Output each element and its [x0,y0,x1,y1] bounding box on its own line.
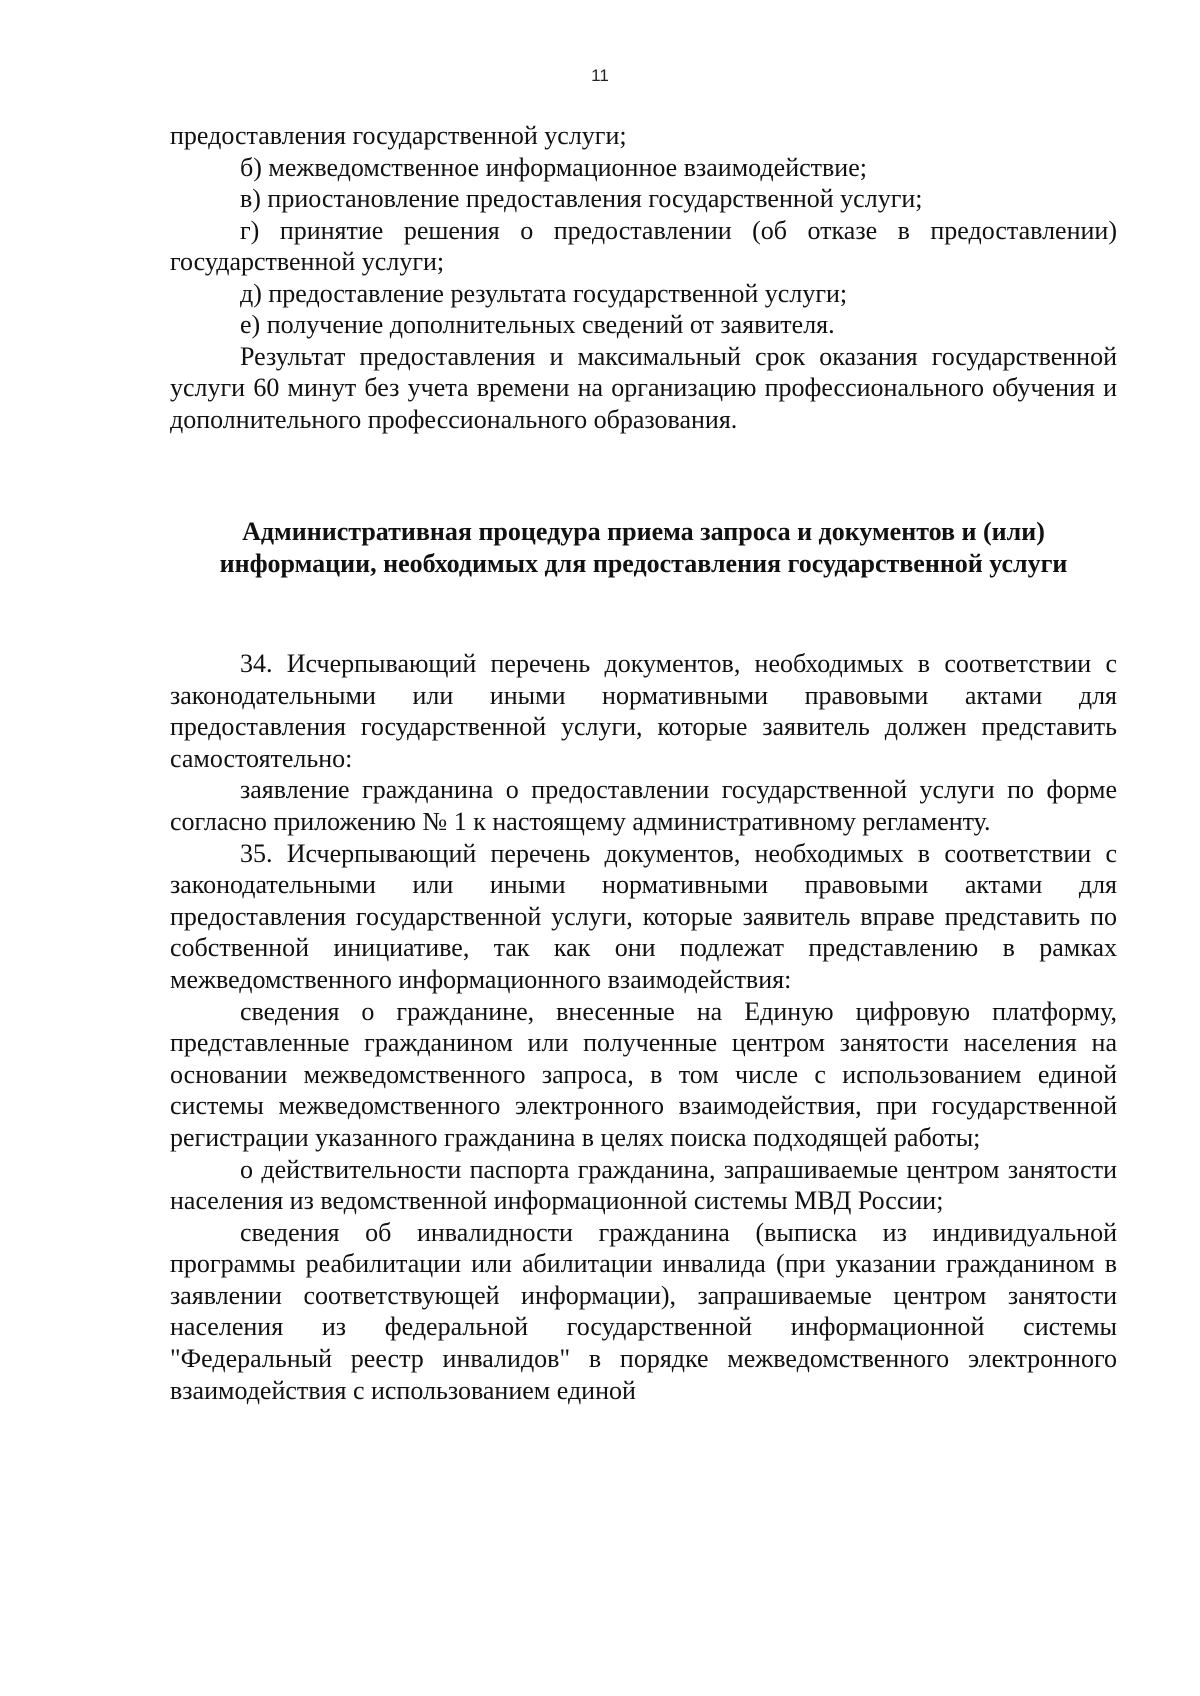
list-item-v: в) приостановление предоставления государственной услуги; [240,184,923,213]
list-item-g: г) принятие решения о предоставлении (об отказе в предоставлении) государственной услуги; [170,215,1117,276]
paragraph-34: 34. Исчерпывающий перечень документов, необходимых в соответствии с законодательными или иными нормативными правовыми актами для предоставления государственной услуги, которые заявитель должен представить самостоятельно: [170,649,1117,773]
page-number: 11 [591,66,609,85]
list-item-d: д) предоставление результата государственной услуги; [240,278,848,308]
paragraph-passport: о действительности паспорта гражданина, запрашиваемые центром занятости населения из ведомственной информационной системы МВД России; [170,1154,1117,1216]
section-heading: Административная процедура приема запроса и документов и (или) информации, необходимых для предоставления государственной услуги [219,517,1068,578]
paragraph-disability: сведения об инвалидности гражданина (выписка из индивидуальной программы реабилитации или абилитации инвалида (при указании гражданином в заявлении соответствующей информации), запрашиваемые центром занятости населения из федеральной государственной информационной системы "Федеральный реестр инвалидов" в порядке межведомственного электронного взаимодействия с использованием единой [170,1217,1117,1405]
paragraph-35: 35. Исчерпывающий перечень документов, необходимых в соответствии с законодательными или иными нормативными правовыми актами для предоставления государственной услуги, которые заявитель вправе представить по собственной инициативе, так как они подлежат представлению в рамках межведомственного информационного взаимодействия: [170,838,1117,994]
intro-block [170,120,1117,435]
paragraph-citizen-info: сведения о гражданине, внесенные на Единую цифровую платформу, представленные гражданином или полученные центром занятости населения на основании межведомственного запроса, в том числе с использованием единой системы межведомственного электронного взаимодействия, при государственной регистрации указанного гражданина в целях поиска подходящей работы; [170,996,1117,1152]
paragraph-application: заявление гражданина о предоставлении государственной услуги по форме согласно приложению № 1 к настоящему административному регламенту. [170,775,1117,836]
result-paragraph: Результат предоставления и максимальный срок оказания государственной услуги 60 минут без учета времени на организацию профессионального обучения и дополнительного профессионального образования. [170,341,1117,434]
continuation-line: предоставления государственной услуги; [170,121,627,150]
main-body [170,648,1117,1406]
list-item-e: е) получение дополнительных сведений от заявителя. [240,310,835,339]
list-item-b: б) межведомственное информационное взаимодействие; [240,152,867,182]
